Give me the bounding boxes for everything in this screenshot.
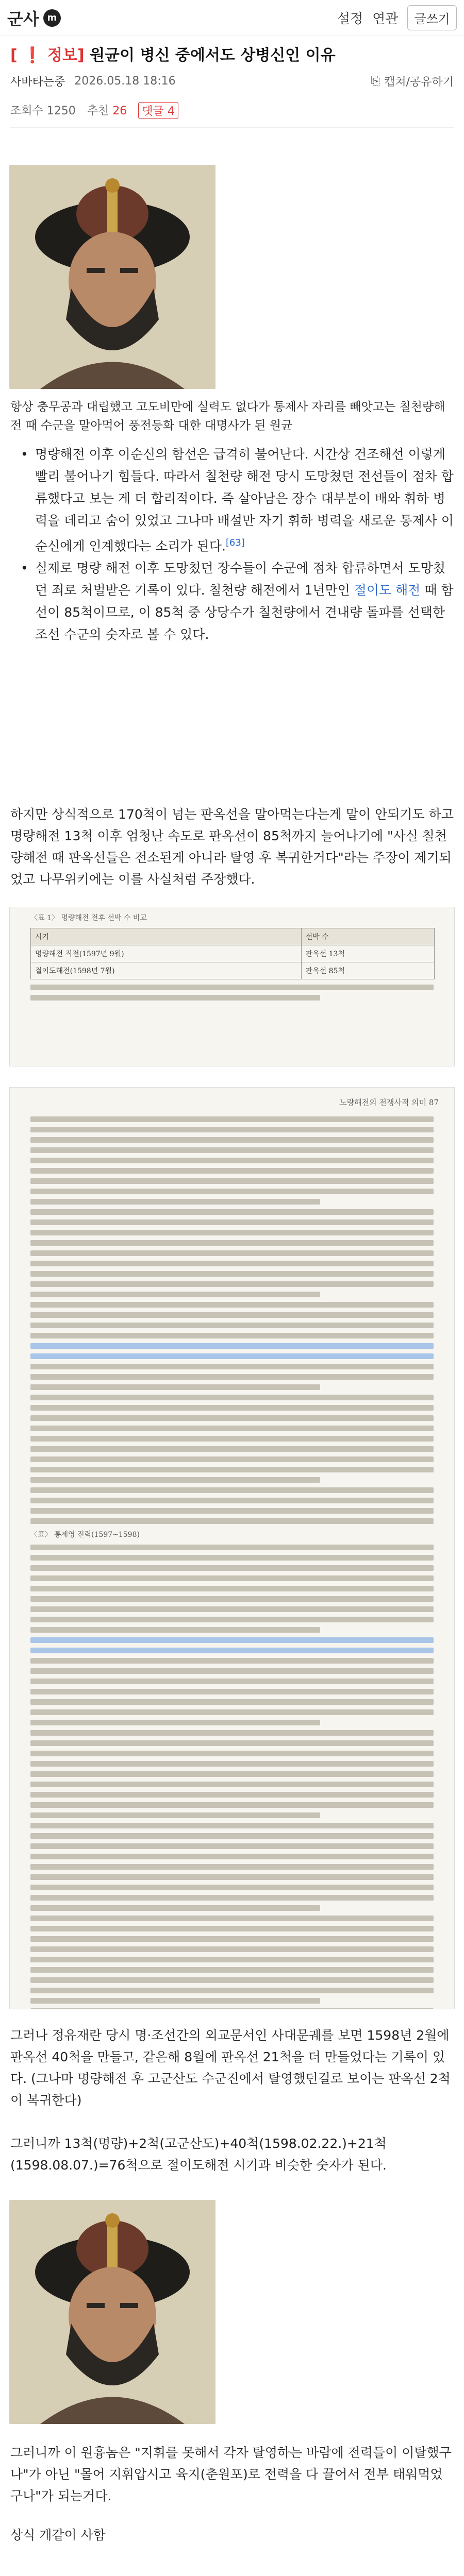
scan-text-line [30, 1905, 320, 1911]
scan-text-line [30, 1699, 434, 1705]
scan-text-line [30, 1250, 434, 1256]
share-button[interactable] [371, 73, 454, 89]
scan-text-line [30, 1353, 434, 1359]
scan-text-line [30, 1487, 434, 1493]
scan-caption-2: 〈표〉 통제영 전력(1597~1598) [30, 1531, 140, 1539]
scan-text-line [30, 1302, 434, 1308]
after-paragraph: 그러나 정유재란 당시 명·조선간의 외교문서인 사대문궤를 보면 1598년 2월에 판옥선 40척을 만들고, 같은해 8월에 판옥선 21척을 더 만들었다는 기록이 있다. (그나마 명량해전 후 고군산도 수군진에서 탈영했던걸로 보이는 판옥선 2척이 복귀한다) [10, 2028, 451, 2108]
settings-link[interactable]: 설정 [337, 11, 363, 27]
scan-text-line [30, 1730, 434, 1736]
scan-text-line [30, 1323, 434, 1328]
post-author[interactable]: 사바타는중 [10, 76, 65, 89]
comment-count[interactable]: 댓글 4 [138, 102, 178, 119]
scan-text-line [30, 1977, 434, 1983]
bullet-item-1: • 명량해전 이후 이순신의 함선은 급격히 불어난다. 시간상 건조해선 이렇게 빨리 불어나기 힘들다. 따라서 칠천량 해전 당시 도망쳤던 전선들이 점차 합류했다고 보는 게 더 합리적이다. 즉 살아남은 장수 대부분이 배와 휘하 병력을 데리고 숨어 있었고 그나마 배설만 자기 휘하 병력을 새로운 통제사 이순신에게 인계했다는 소리가 된다.[63] [21, 443, 454, 557]
ship-count-table: 시기 선박 수 명량해전 직전(1597년 9월) 판옥선 13척 절이도해전(1598년 7월) 판옥선 85척 [30, 928, 435, 979]
scan-text-line [30, 1199, 320, 1205]
scan-text-line [30, 1926, 434, 1931]
scan-text-line [30, 1364, 434, 1369]
site-name: 군사 [7, 9, 39, 29]
scan-text-line [30, 1374, 434, 1380]
scan-text-line [30, 1333, 434, 1338]
final-paragraph: 그러니까 이 원흉놈은 "지휘를 못해서 각자 탈영하는 바람에 전력들이 이탈했구나"가 아닌 "몰어 지휘압시고 육지(춘원포)로 전력을 다 끌어서 전부 태워먹었구나"가 되는거다. [10, 2445, 452, 2503]
scan-text-line [30, 1116, 434, 1122]
scan-text-line [30, 1823, 434, 1828]
write-button[interactable]: 글쓰기 [407, 5, 457, 30]
scan-text-line [30, 1658, 434, 1664]
post-title-text: 원균이 병신 중에서도 상병신인 이유 [90, 46, 336, 64]
scan-text-line [30, 1967, 434, 1973]
scan-text-line [30, 1436, 434, 1442]
scan-page-header: 노량해전의 전쟁사적 의미 87 [339, 1098, 439, 1107]
calc-paragraph: 그러니까 13척(명량)+2척(고군산도)+40척(1598.02.22.)+21척(1598.08.07.)=76척으로 절이도해전 시기과 비슷한 숫자가 된다. [10, 2136, 387, 2173]
scan-text-line [30, 1456, 434, 1462]
scan-text-line [30, 1689, 434, 1694]
scan-text-line [30, 1895, 434, 1901]
scan-text-line [30, 1343, 434, 1349]
portrait-image-1 [9, 165, 216, 389]
scan-text-line [30, 1498, 434, 1503]
scan-text-line [30, 1843, 434, 1849]
scan-text-line [30, 1405, 434, 1411]
scan-text-line [30, 1271, 434, 1277]
portrait-illustration [9, 165, 216, 389]
share-icon: ⎘ [371, 75, 380, 88]
scan-text-line [30, 1771, 434, 1777]
scan-caption-1: 〈표 1〉 명량해전 전후 선박 수 비교 [30, 914, 147, 922]
scan-text-line [30, 1384, 320, 1390]
site-logo[interactable] [7, 6, 61, 30]
post-meta [10, 73, 454, 89]
scan-text-line [30, 1606, 434, 1612]
scan-text-line [30, 1946, 434, 1952]
scan-text-line [30, 1637, 434, 1643]
scan-text-line [30, 1854, 434, 1859]
scan-text-line [30, 1292, 320, 1297]
recommend-count: 추천 26 [87, 105, 127, 117]
scan-text-line [30, 1957, 434, 1962]
scan-text-line [30, 1679, 434, 1684]
scan-text-line [30, 1555, 434, 1561]
scan-text-line [30, 1426, 434, 1431]
scan-text-line [30, 1998, 320, 2004]
scan-text-line [30, 1209, 434, 1215]
portrait-illustration-2 [9, 2200, 216, 2424]
scan-text-line [30, 1467, 434, 1472]
scan-text-line [30, 1312, 434, 1318]
scan-text-line [30, 1127, 434, 1132]
site-badge-icon: m [43, 9, 61, 27]
scan-text-line [30, 1261, 434, 1266]
scan-text-line [30, 1864, 434, 1870]
scan-text-line [30, 1415, 434, 1421]
scan-text-line [30, 1137, 434, 1143]
scanned-page-2 [9, 1087, 455, 2009]
closing-line: 상식 개같이 사함 [10, 2528, 106, 2543]
scan-text-line [30, 1812, 320, 1818]
views-count: 조회수 1250 [10, 105, 76, 117]
scan-text-line [30, 1565, 434, 1571]
intro-paragraph: 항상 충무공과 대립했고 고도비만에 실력도 없다가 통제사 자리를 빼앗고는 칠천량해전 때 수군을 말아먹어 풍전등화 대한 대명사가 된 원균 [10, 400, 445, 432]
scan-text-line [30, 1761, 434, 1767]
scan-text-line [30, 1782, 434, 1787]
scan-text-line [30, 1617, 434, 1622]
post-tag: [ ❗ 정보] [10, 46, 85, 64]
scan-text-line [30, 1740, 434, 1746]
scan-text-line [30, 1147, 434, 1153]
scan-text-line [30, 1240, 434, 1246]
scan-text-line [30, 1395, 434, 1400]
scan-text-line [30, 1518, 434, 1524]
scan-text-line [30, 1477, 320, 1483]
scan-text-line [30, 1988, 434, 1993]
scan-text-line [30, 1508, 434, 1514]
scan-text-line [30, 1281, 434, 1287]
scan-text-line [30, 1668, 434, 1674]
scan-text-line [30, 1219, 434, 1225]
theme-link[interactable]: 연관 [372, 11, 399, 27]
scan-text-line [30, 1575, 434, 1581]
scan-text-line [30, 1230, 434, 1235]
portrait-image-2 [9, 2200, 216, 2424]
post-date: 2026.05.18 18:16 [74, 75, 176, 88]
post-title [10, 45, 454, 66]
scan-text-line [30, 1545, 434, 1550]
scan-text-line [30, 2008, 434, 2009]
scan-text-line [30, 1178, 434, 1184]
scan-text-line [30, 1936, 434, 1942]
scan-text-line [30, 1874, 434, 1880]
bullet-list [21, 443, 454, 646]
scan-text-line [30, 1792, 434, 1798]
mid-paragraph: 하지만 상식적으로 170척이 넘는 판옥선을 말아먹는다는게 말이 안되기도 하고 명량해전 13척 이후 엄청난 속도로 판옥선이 85척까지 늘어나기에 "사실 칠천량해전 때 판옥선들은 전소된게 아니라 탈영 후 복귀한거다"라는 주장이 제기되었고 나무위키에는 이를 사실처럼 주장했다. [10, 807, 454, 887]
scan-text-line [30, 1648, 434, 1653]
scan-text-line [30, 1627, 320, 1633]
scan-text-line [30, 1158, 434, 1163]
scan-text-line [30, 1596, 434, 1602]
scan-text-line [30, 1885, 434, 1890]
scan-text-line [30, 1709, 434, 1715]
share-label: 캡쳐/공유하기 [384, 76, 454, 89]
scan-text-line [30, 1168, 434, 1174]
scan-text-line [30, 1916, 434, 1921]
battle-link[interactable]: 절이도 해전 [354, 583, 421, 598]
scan-text-line [30, 1833, 434, 1839]
scanned-table-1 [9, 907, 455, 1066]
scan-text-line [30, 1586, 434, 1591]
app-bar [0, 0, 464, 36]
scan-text-line [30, 1751, 434, 1756]
bullet-item-2: • 실제로 명량 해전 이후 도망쳤던 장수들이 수군에 점차 합류하면서 도망쳤던 죄로 처벌받은 기록이 있다. 칠천량 해전에서 1년만인 절이도 해전 때 함선이 85척이므로, 이 85척 중 상당수가 칠천량에서 견내량 돌파를 선택한 조선 수군의 숫자로 볼 수 있다. [21, 557, 454, 646]
scan-text-line [30, 1189, 434, 1194]
scan-text-line [30, 1720, 320, 1725]
post-stats [10, 102, 454, 128]
scan-text-line [30, 1446, 434, 1452]
scan-text-line [30, 1802, 434, 1808]
